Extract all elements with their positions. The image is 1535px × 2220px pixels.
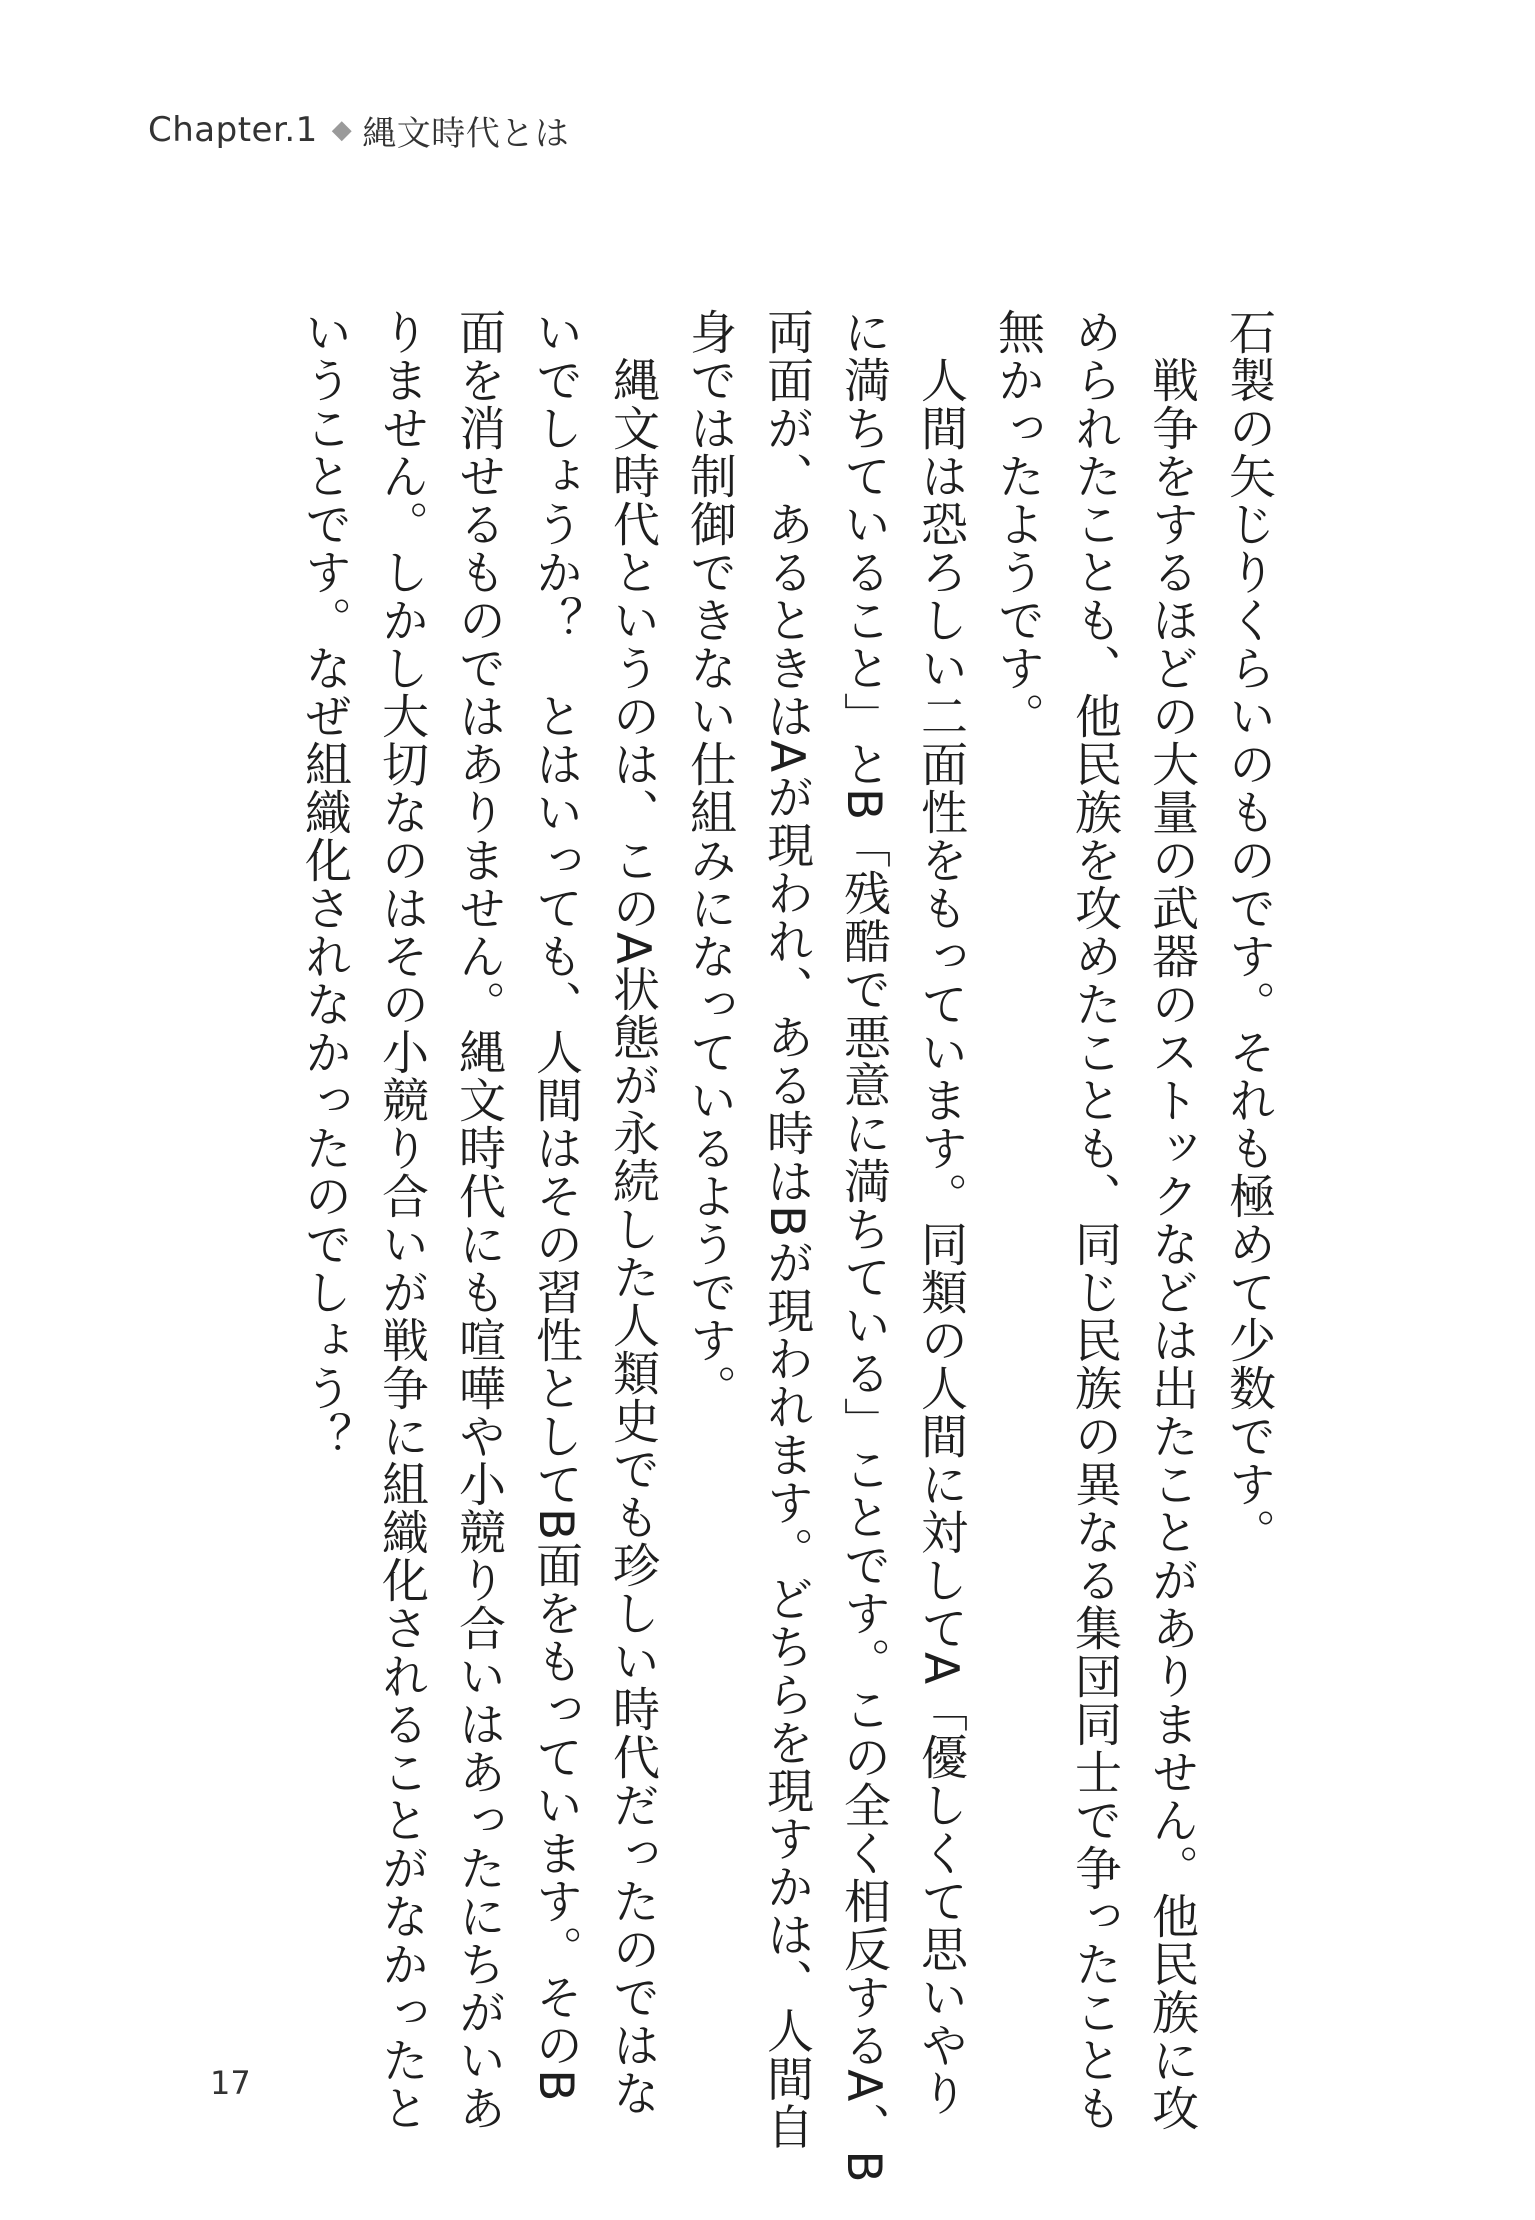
- text-line: 無かったようです。: [990, 308, 1045, 740]
- body-text-vertical: [286, 308, 1287, 2184]
- text-line: 身では制御できない仕組みになっているようです。: [682, 308, 737, 1412]
- text-line: いでしょうか？ とはいっても、人間はその習性としてB面をもっています。そのB: [528, 308, 583, 2103]
- running-header: [148, 108, 569, 152]
- text-line: められたことも、他民族を攻めたことも、同じ民族の異なる集団同士で争ったことも: [1067, 308, 1122, 2132]
- text-line: 縄文時代というのは、このA状態が永続した人類史でも珍しい時代だったのではな: [605, 308, 660, 2118]
- text-line: に満ちていること」とB「残酷で悪意に満ちている」ことです。この全く相反するA、B: [836, 308, 891, 2184]
- text-line: 戦争をするほどの大量の武器のストックなどは出たことがありません。他民族に攻: [1144, 308, 1199, 2132]
- chapter-title: 縄文時代とは: [362, 113, 570, 154]
- text-line: 石製の矢じりくらいのものです。それも極めて少数です。: [1221, 308, 1276, 1556]
- chapter-label: Chapter.1: [148, 110, 318, 150]
- diamond-icon: ◆: [331, 115, 353, 145]
- text-line: いうことです。なぜ組織化されなかったのでしょう？: [297, 308, 352, 1460]
- text-line: 人間は恐ろしい二面性をもっています。同類の人間に対してA「優しくて思いやり: [913, 308, 968, 2118]
- text-line: 面を消せるものではありません。縄文時代にも喧嘩や小競り合いはあったにちがいあ: [451, 308, 506, 2132]
- page-number: 17: [210, 2064, 251, 2102]
- text-line: りません。しかし大切なのはその小競り合いが戦争に組織化されることがなかったと: [374, 308, 429, 2132]
- text-line: 両面が、あるときはAが現われ、ある時はBが現われます。どちらを現すかは、人間自: [759, 308, 814, 2151]
